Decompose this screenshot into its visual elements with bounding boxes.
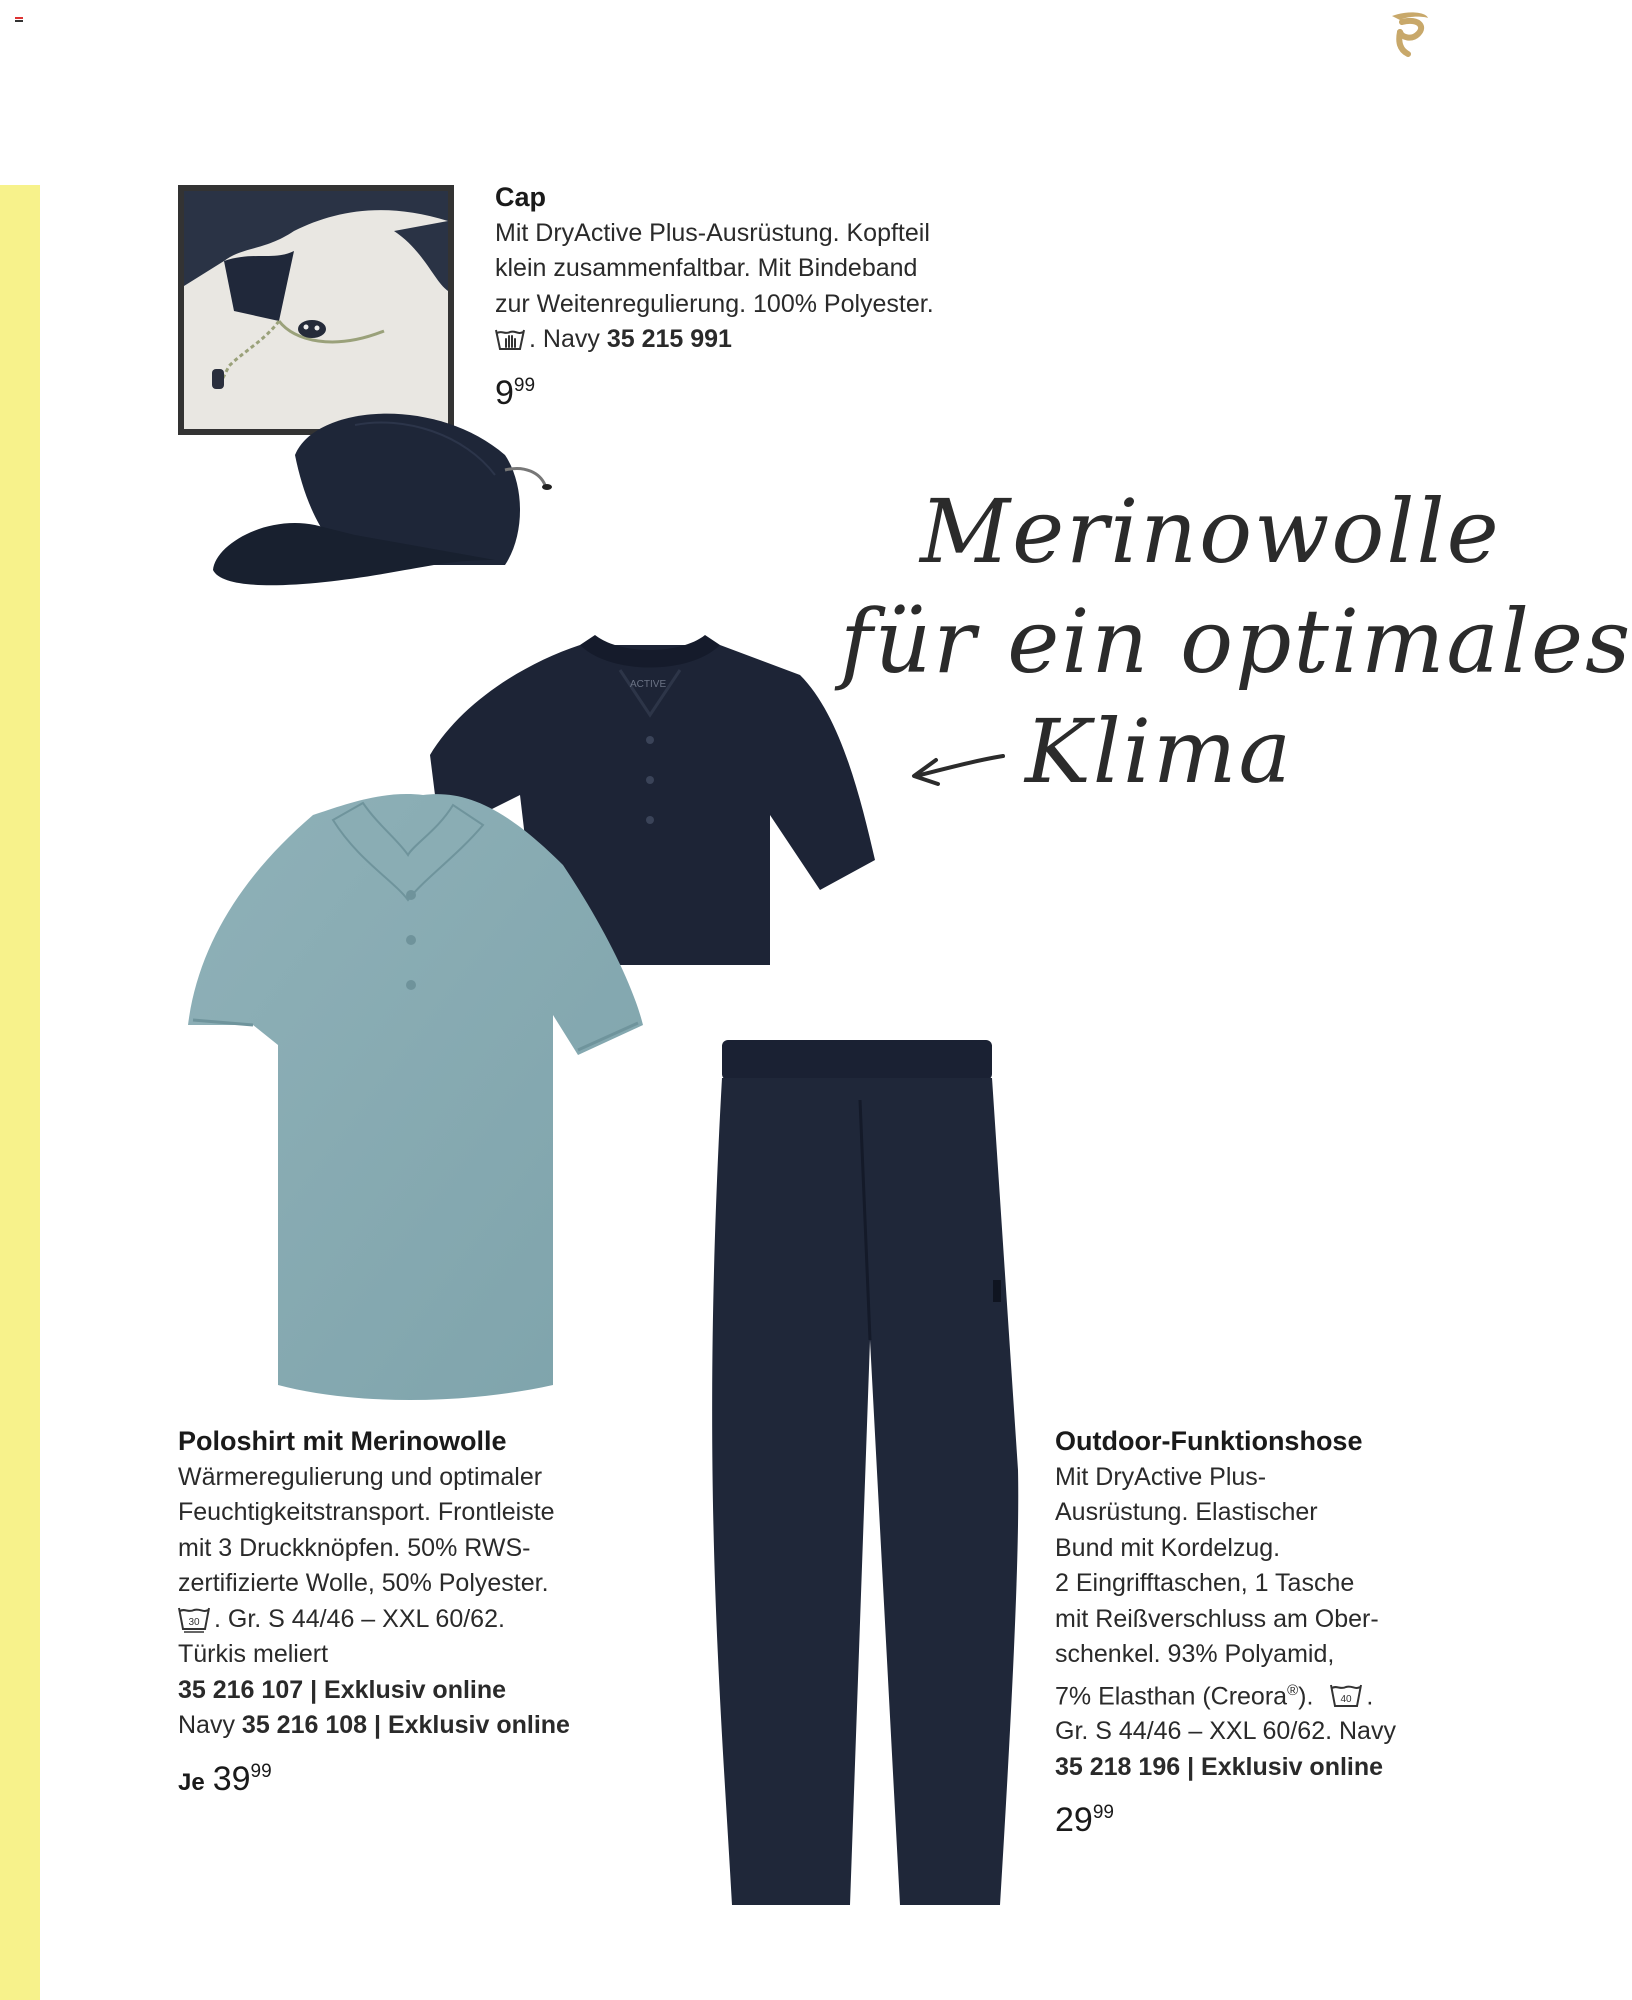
poloshirt-price <box>178 1752 698 1803</box>
poloshirt-desc-line: Feuchtigkeitstransport. Frontleiste <box>178 1498 555 1526</box>
poloshirt-variant-navy <box>178 1708 698 1744</box>
cap-info <box>495 180 1015 413</box>
svg-text:ACTIVE: ACTIVE <box>630 679 667 690</box>
pants-elasthan-end: ). <box>1298 1681 1314 1710</box>
exklusiv-online-note: | Exklusiv online <box>310 1675 507 1704</box>
pants-desc-line: Mit DryActive Plus- <box>1055 1462 1267 1491</box>
pants-price-main: 29 <box>1055 1801 1093 1840</box>
registered-mark: ® <box>1287 1681 1299 1699</box>
poloshirt-desc-line: zertifizierte Wolle, 50% Polyester. <box>178 1569 549 1597</box>
cap-desc-line: Mit DryActive Plus-Ausrüstung. Kopfteil <box>495 218 930 247</box>
wash-temp-label: 30 <box>188 1616 200 1628</box>
cap-title: Cap <box>495 182 547 212</box>
hand-wash-icon <box>495 327 525 351</box>
pants-info <box>1055 1424 1435 1840</box>
turquoise-poloshirt-image <box>183 785 648 1405</box>
poloshirt-desc-line: Wärmeregulierung und optimaler <box>178 1462 543 1491</box>
pants-elasthan: 7% Elasthan (Creora <box>1055 1681 1288 1710</box>
wash-30-icon <box>178 1605 210 1631</box>
headline-line-1: Merinowolle <box>920 480 1501 583</box>
poloshirt-article-turkis: 35 216 107 <box>178 1675 304 1704</box>
price-prefix: Je <box>178 1768 205 1796</box>
pants-desc-line: 2 Eingrifftaschen, 1 Tasche <box>1055 1569 1355 1597</box>
pants-title: Outdoor-Funktionshose <box>1055 1426 1363 1456</box>
pants-desc-line: schenkel. 93% Polyamid, <box>1055 1640 1335 1668</box>
pants-price <box>1055 1793 1435 1840</box>
poloshirt-variant-label: Türkis meliert <box>178 1640 329 1668</box>
poloshirt-price-cents: 99 <box>250 1760 272 1782</box>
wash-40-icon <box>1330 1682 1362 1708</box>
cap-desc-line: klein zusammenfaltbar. Mit Bindeband <box>495 254 918 282</box>
cap-price <box>495 366 1015 413</box>
navy-cap-image <box>205 395 565 625</box>
pants-desc-line: mit Reißverschluss am Ober- <box>1055 1604 1379 1633</box>
poloshirt-sizes: . Gr. S 44/46 – XXL 60/62. <box>214 1604 505 1633</box>
headline-line-3: Klima <box>1025 700 1293 803</box>
pants-desc-line: Ausrüstung. Elastischer <box>1055 1498 1318 1526</box>
exklusiv-online-note: | Exklusiv online <box>1187 1752 1384 1781</box>
cap-price-main: 9 <box>495 373 514 412</box>
headline <box>820 480 1632 820</box>
poloshirt-title: Poloshirt mit Merinowolle <box>178 1426 507 1456</box>
tchibo-logo-icon <box>1378 4 1434 60</box>
yellow-side-band <box>0 185 40 2000</box>
poloshirt-size-line <box>178 1602 698 1638</box>
poloshirt-desc-line: mit 3 Druckknöpfen. 50% RWS- <box>178 1533 531 1562</box>
poloshirt-info <box>178 1424 698 1803</box>
arrow-left-icon <box>908 738 1008 788</box>
pants-article-line <box>1055 1750 1435 1786</box>
pants-article-number: 35 218 196 <box>1055 1752 1181 1781</box>
wash-temp-label: 40 <box>1340 1693 1352 1705</box>
pants-desc-line: Bund mit Kordelzug. <box>1055 1533 1281 1562</box>
cap-desc-line: zur Weitenregulierung. 100% Polyester. <box>495 289 934 318</box>
poloshirt-article-navy: 35 216 108 <box>241 1711 368 1739</box>
poloshirt-variant-article <box>178 1673 698 1709</box>
cap-article-number: 35 215 991 <box>606 325 732 353</box>
pants-sizes: Gr. S 44/46 – XXL 60/62. Navy <box>1055 1717 1396 1746</box>
poloshirt-navy-label: Navy <box>178 1711 235 1739</box>
pants-material-line: 7% Elasthan (Creora®). 40 . <box>1055 1681 1374 1710</box>
headline-line-2: für ein optimales <box>840 590 1632 693</box>
cap-color-line <box>495 322 1015 358</box>
flag-icon <box>15 17 23 23</box>
poloshirt-price-main: 39 <box>212 1759 251 1798</box>
cap-color-label: . Navy <box>529 325 600 353</box>
pants-price-cents: 99 <box>1092 1802 1114 1824</box>
navy-pants-image <box>700 1040 1020 1910</box>
cap-price-cents: 99 <box>513 374 536 396</box>
exklusiv-online-note: | Exklusiv online <box>374 1711 570 1739</box>
